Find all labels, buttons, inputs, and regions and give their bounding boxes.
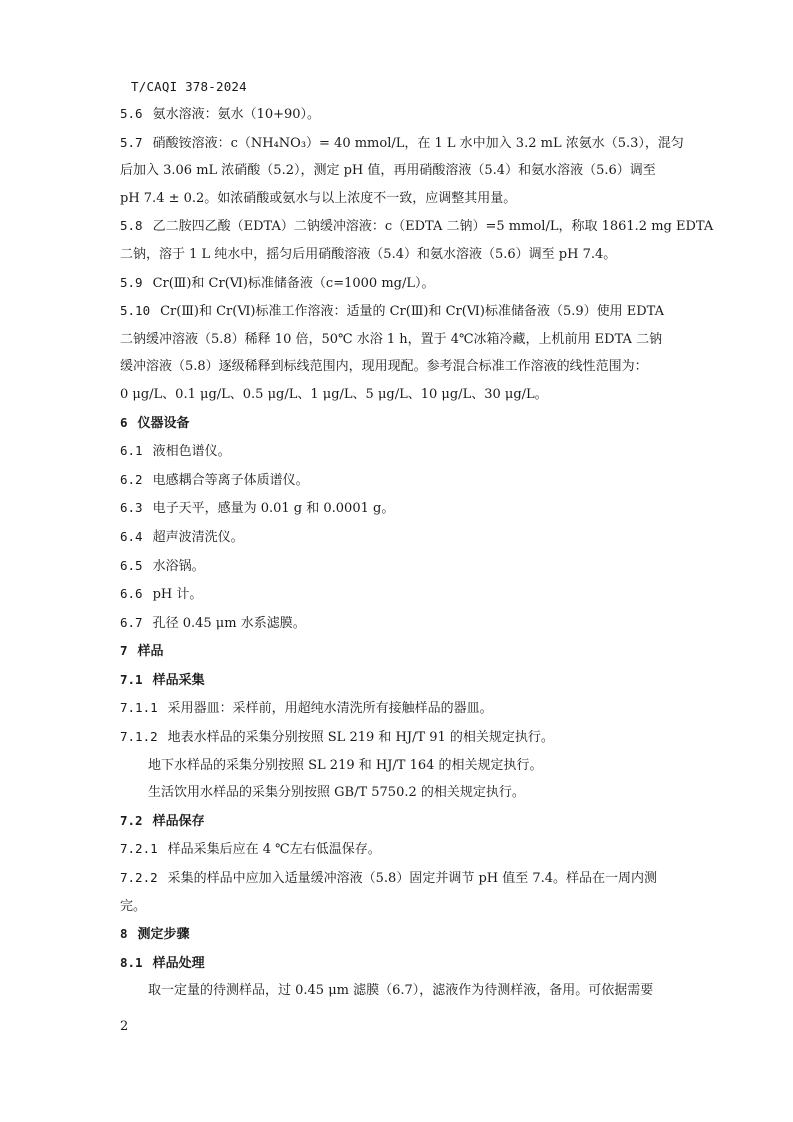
line-text: 孔径 0.45 μm 水系滤膜。 xyxy=(152,615,306,631)
clause-number: 6.5 xyxy=(120,557,143,573)
text-line xyxy=(120,580,676,609)
line-text: Cr(Ⅲ)和 Cr(Ⅵ)标准储备液（c=1000 mg/L）。 xyxy=(152,275,435,291)
line-text: 二钠，溶于 1 L 纯水中，摇匀后用硝酸溶液（5.4）和氨水溶液（5.6）调至 pH 7.4。 xyxy=(120,246,617,262)
text-line xyxy=(120,779,676,807)
line-text: 乙二胺四乙酸（EDTA）二钠缓冲溶液：c（EDTA 二钠）=5 mmol/L，称取 1861.2 mg EDTA xyxy=(152,219,714,235)
text-line xyxy=(120,381,676,409)
text-line xyxy=(120,326,676,354)
clause-number: 5.10 xyxy=(120,303,151,319)
line-text: 样品处理 xyxy=(152,955,205,971)
section-heading xyxy=(120,949,676,978)
line-text: 水浴锅。 xyxy=(152,558,205,574)
line-text: 样品采集 xyxy=(152,672,205,688)
line-text: 硝酸铵溶液：c（NH₄NO₃）= 40 mmol/L，在 1 L 水中加入 3.2 mL 浓氨水（5.3），混匀 xyxy=(152,135,684,151)
clause-number: 6 xyxy=(120,414,128,430)
text-line xyxy=(120,893,676,921)
line-text: 测定步骤 xyxy=(137,927,190,943)
line-text: 样品保存 xyxy=(152,813,205,829)
line-text: pH 计。 xyxy=(152,587,203,603)
clause-number: 6.6 xyxy=(120,586,143,602)
line-text: 氨水溶液：氨水（10+90）。 xyxy=(152,107,321,122)
line-text: 生活饮用水样品的采集分别按照 GB/T 5750.2 的相关规定执行。 xyxy=(148,785,525,801)
page-number: 2 xyxy=(120,1019,129,1034)
clause-number: 7.1.2 xyxy=(120,729,158,745)
line-text: 采用器皿：采样前，用超纯水清洗所有接触样品的器皿。 xyxy=(167,701,493,717)
document-id-header: T/CAQI 378-2024 xyxy=(131,79,247,94)
section-heading xyxy=(120,920,676,949)
section-heading xyxy=(120,637,676,666)
text-line xyxy=(120,609,676,638)
text-line xyxy=(120,353,676,381)
clause-number: 7.1.1 xyxy=(120,700,158,716)
clause-number: 6.1 xyxy=(120,443,143,459)
line-text: 电感耦合等离子体质谱仪。 xyxy=(152,472,309,488)
clause-number: 6.4 xyxy=(120,528,143,544)
clause-number: 6.7 xyxy=(120,614,143,630)
line-text: 电子天平，感量为 0.01 g 和 0.0001 g。 xyxy=(152,501,395,517)
clause-number: 8 xyxy=(120,926,128,942)
document-body xyxy=(120,100,714,1005)
text-line xyxy=(120,694,676,723)
text-line xyxy=(120,100,676,129)
line-text: 样品采集后应在 4 ℃左右低温保存。 xyxy=(167,842,381,858)
section-heading xyxy=(120,409,676,438)
text-line xyxy=(120,129,684,158)
text-line xyxy=(120,212,714,241)
line-text: 采集的样品中应加入适量缓冲溶液（5.8）固定并调节 pH 值至 7.4。样品在一周内测 xyxy=(167,871,658,887)
text-line xyxy=(120,752,676,780)
clause-number: 7.2 xyxy=(120,812,143,828)
line-text: 后加入 3.06 mL 浓硝酸（5.2），测定 pH 值，再用硝酸溶液（5.4）和氨水溶液（5.6）调至 xyxy=(120,163,656,179)
line-text: 液相色谱仪。 xyxy=(152,444,231,460)
clause-number: 5.9 xyxy=(120,274,143,290)
text-line xyxy=(120,864,676,893)
line-text: 0 μg/L、0.1 μg/L、0.5 μg/L、1 μg/L、5 μg/L、10 μg/L、30 μg/L。 xyxy=(120,386,548,402)
line-text: 缓冲溶液（5.8）逐级稀释到标线范围内，现用现配。参考混合标准工作溶液的线性范围为： xyxy=(120,359,648,375)
line-text: Cr(Ⅲ)和 Cr(Ⅵ)标准工作溶液：适量的 Cr(Ⅲ)和 Cr(Ⅵ)标准储备液（5.9）使用 EDTA xyxy=(160,304,665,320)
line-text: pH 7.4 ± 0.2。如浓硝酸或氨水与以上浓度不一致，应调整其用量。 xyxy=(120,190,517,206)
line-text: 二钠缓冲溶液（5.8）稀释 10 倍，50℃ 水浴 1 h，置于 4℃冰箱冷藏，上机前用 EDTA 二钠 xyxy=(120,331,663,347)
text-line xyxy=(120,552,676,581)
text-line xyxy=(120,185,676,213)
clause-number: 5.7 xyxy=(120,134,143,150)
text-line xyxy=(120,466,676,495)
text-line xyxy=(120,835,676,864)
text-line xyxy=(120,157,676,185)
clause-number: 7.2.2 xyxy=(120,870,158,886)
line-text: 地表水样品的采集分别按照 SL 219 和 HJ/T 91 的相关规定执行。 xyxy=(167,730,554,746)
clause-number: 7.1 xyxy=(120,671,143,687)
section-heading xyxy=(120,807,676,836)
text-line xyxy=(120,977,676,1005)
clause-number: 5.8 xyxy=(120,218,143,234)
clause-number: 6.2 xyxy=(120,471,143,487)
line-text: 仪器设备 xyxy=(137,415,190,431)
line-text: 地下水样品的采集分别按照 SL 219 和 HJ/T 164 的相关规定执行。 xyxy=(148,757,543,773)
line-text: 超声波清洗仪。 xyxy=(152,529,244,545)
text-line xyxy=(120,523,676,552)
line-text: 取一定量的待测样品，过 0.45 μm 滤膜（6.7），滤液作为待测样液，备用。可依据需要 xyxy=(148,983,654,999)
text-line xyxy=(120,297,676,326)
clause-number: 7 xyxy=(120,643,128,659)
text-line xyxy=(120,241,676,269)
line-text: 完。 xyxy=(120,898,147,914)
text-line xyxy=(120,494,676,523)
text-line xyxy=(120,723,676,752)
clause-number: 5.6 xyxy=(120,106,143,121)
section-heading xyxy=(120,666,676,695)
clause-number: 8.1 xyxy=(120,954,143,970)
text-line xyxy=(120,269,676,298)
clause-number: 6.3 xyxy=(120,500,143,516)
line-text: 样品 xyxy=(137,644,164,660)
text-line xyxy=(120,437,676,466)
clause-number: 7.2.1 xyxy=(120,841,158,857)
